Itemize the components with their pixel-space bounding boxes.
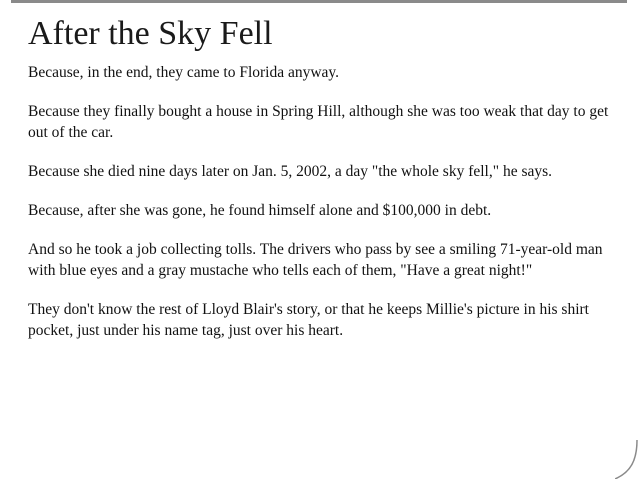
slide-body [28,62,620,359]
paragraph: They don't know the rest of Lloyd Blair's story, or that he keeps Millie's picture in his shirt pocket, just under his name tag, just over his heart. [28,301,589,339]
slide-title: After the Sky Fell [28,15,273,52]
corner-curve-ornament [615,440,638,479]
paragraph: Because she died nine days later on Jan. 5, 2002, a day "the whole sky fell," he says. [28,163,553,180]
paragraph: Because they finally bought a house in Spring Hill, although she was too weak that day to get out of the car. [28,103,609,141]
paragraph: Because, after she was gone, he found himself alone and $100,000 in debt. [28,202,492,219]
top-divider [11,0,627,3]
paragraph: And so he took a job collecting tolls. The drivers who pass by see a smiling 71-year-old man with blue eyes and a gray mustache who tells each of them, "Have a great night!" [28,241,603,279]
paragraph: Because, in the end, they came to Florida anyway. [28,64,340,81]
